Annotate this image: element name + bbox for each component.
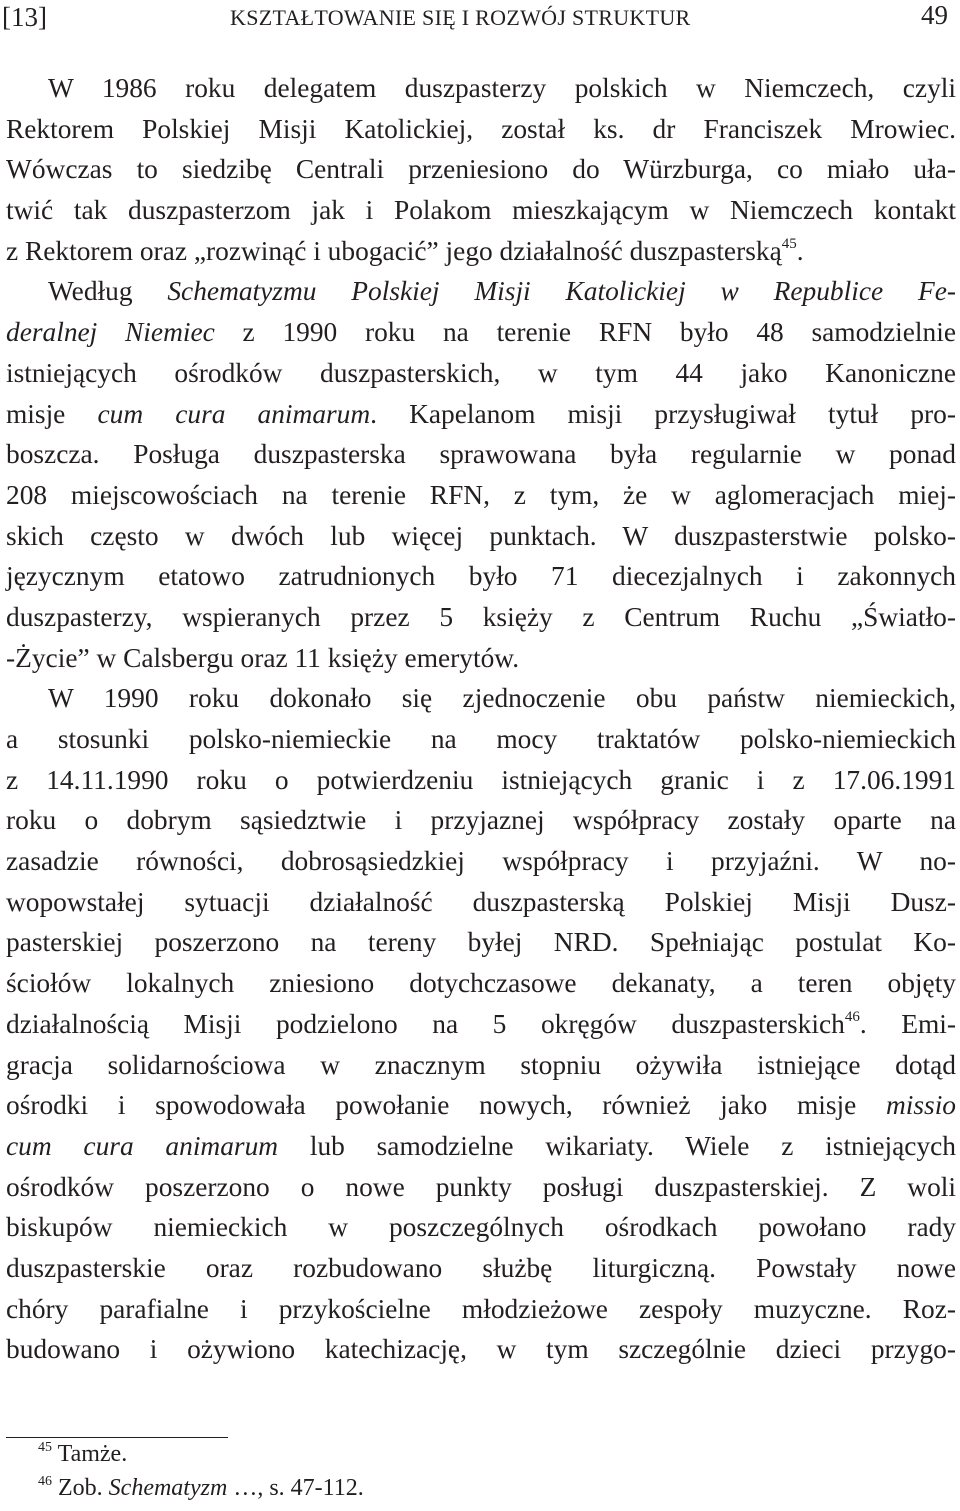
text-line: duszpasterskie oraz rozbudowano służbę liturgiczną. Powstały nowe xyxy=(6,1252,956,1283)
text-line: gracja solidarnościowa w znacznym stopniu ożywiła istniejące dotąd xyxy=(6,1049,956,1080)
text-line: Wówczas to siedzibę Centrali przeniesiono do Würzburga, co miało uła- xyxy=(6,154,956,185)
text-line: 208 miejscowościach na terenie RFN, z tym, że w aglomeracjach miej- xyxy=(6,479,956,510)
body-text xyxy=(6,68,956,1370)
page-number: 49 xyxy=(921,0,948,30)
text-line: z 14.11.1990 roku o potwierdzeniu istniejących granic i z 17.06.1991 xyxy=(6,764,956,795)
text-line: deralnej Niemiec z 1990 roku na terenie RFN było 48 samodzielnie xyxy=(6,317,956,348)
text-line: budowano i ożywiono katechizację, w tym szczególnie dzieci przygo- xyxy=(6,1334,956,1365)
text-line: ośrodków poszerzono o nowe punkty posługi duszpasterskiej. Z woli xyxy=(6,1171,956,1202)
section-number: [13] xyxy=(2,2,47,32)
text-line: Rektorem Polskiej Misji Katolickiej, został ks. dr Franciszek Mrowiec. xyxy=(6,113,956,144)
text-line: roku o dobrym sąsiedztwie i przyjaznej współpracy zostały oparte na xyxy=(6,805,956,836)
text-line: cum cura animarum lub samodzielne wikariaty. Wiele z istniejących xyxy=(6,1130,956,1161)
text-line: pasterskiej poszerzono na tereny byłej NRD. Spełniając postulat Ko- xyxy=(6,927,956,958)
text-line: W 1986 roku delegatem duszpasterzy polskich w Niemczech, czyli xyxy=(48,73,956,103)
footnote-ref-46: 46 xyxy=(844,1008,860,1025)
text-line: zasadzie równości, dobrosąsiedzkiej współpracy i przyjaźni. W no- xyxy=(6,846,956,877)
footnote-46: $^{46}$ Zob. Schematyzm …, s. 47-112. xyxy=(38,1474,364,1501)
footnote-45: $^{45}$ Tamże. xyxy=(38,1440,128,1467)
page-header xyxy=(0,0,960,36)
running-title: KSZTAŁTOWANIE SIĘ I ROZWÓJ STRUKTUR xyxy=(230,5,691,30)
text-line: ośrodki i spowodowała powołanie nowych, również jako misje missio xyxy=(6,1090,956,1121)
text-line: misje cum cura animarum. Kapelanom misji przysługiwał tytuł pro- xyxy=(6,398,956,429)
text-line: -Życie” w Calsbergu oraz 11 księży emerytów. xyxy=(6,642,520,673)
text-line: ściołów lokalnych zniesiono dotychczasowe dekanaty, a teren objęty xyxy=(6,968,956,999)
text-line: duszpasterzy, wspieranych przez 5 księży z Centrum Ruchu „Światło- xyxy=(6,601,956,632)
text-line: istniejących ośrodków duszpasterskich, w tym 44 jako Kanoniczne xyxy=(6,357,956,388)
text-line: biskupów niemieckich w poszczególnych ośrodkach powołano rady xyxy=(6,1212,956,1243)
text-line: skich często w dwóch lub więcej punktach. W duszpasterstwie polsko- xyxy=(6,520,956,551)
book-title: Schematyzmu Polskiej Misji Katolickiej w Republice Fe- xyxy=(167,276,956,307)
text-line: twić tak duszpasterzom jak i Polakom mieszkającym w Niemczech kontakt xyxy=(6,195,956,226)
text-line: działalnością Misji podzielono na 5 okręgów duszpasterskich$^{46}$. Emi- xyxy=(6,1008,957,1039)
footnote-ref-45: 45 xyxy=(781,235,797,252)
text-line: języcznym etatowo zatrudnionych było 71 diecezjalnych i zakonnych xyxy=(6,561,956,592)
text-line: wopowstałej sytuacji działalność duszpasterską Polskiej Misji Dusz- xyxy=(6,886,956,917)
footnote-divider xyxy=(6,1437,228,1438)
text-line: a stosunki polsko-niemieckie na mocy traktatów polsko-niemieckich xyxy=(6,724,956,754)
text-line: Według Schematyzmu Polskiej Misji Katolickiej w Republice Fe- xyxy=(48,276,956,307)
text-line: boszcza. Posługa duszpasterska sprawowana była regularnie w ponad xyxy=(6,439,956,470)
text-line: chóry parafialne i przykościelne młodzieżowe zespoły muzyczne. Roz- xyxy=(6,1293,956,1324)
text-line: z Rektorem oraz „rozwinąć i ubogacić” jego działalność duszpasterską$^{45}$. xyxy=(6,235,804,266)
text-line: W 1990 roku dokonało się zjednoczenie obu państw niemieckich, xyxy=(48,683,956,714)
